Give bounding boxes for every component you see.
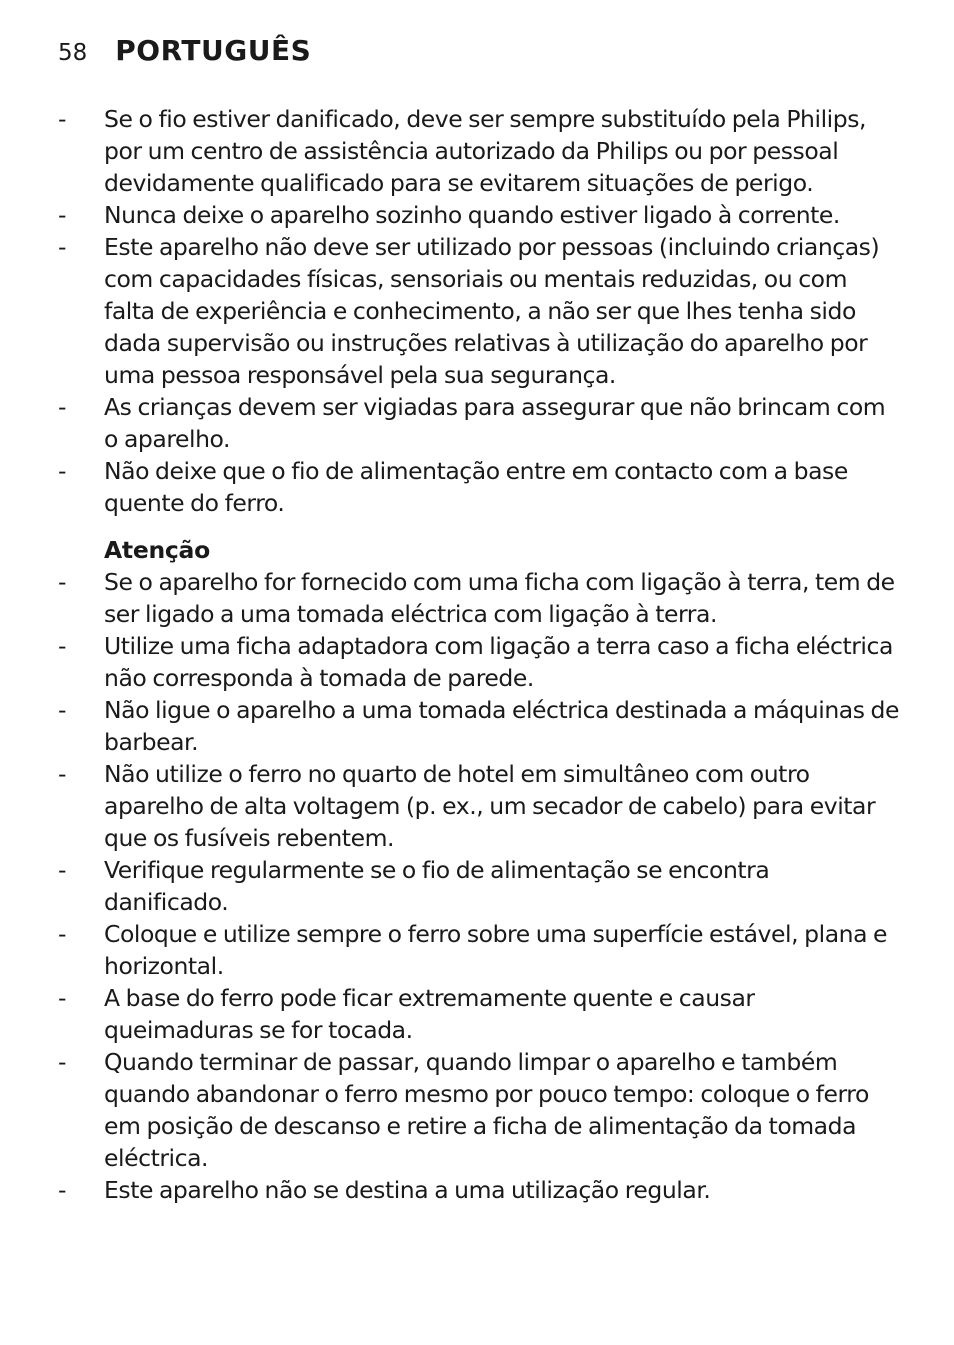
list-item: [0, 566, 954, 630]
list-item: [0, 199, 954, 231]
list-item: [0, 982, 954, 1046]
bullet-dash: -: [58, 984, 67, 1012]
list-item: [0, 630, 954, 694]
list-item: [0, 758, 954, 854]
list-item-text: Coloque e utilize sempre o ferro sobre uma superfície estável, plana e horizontal.: [104, 920, 888, 980]
list-item: [0, 854, 954, 918]
bullet-dash: -: [58, 696, 67, 724]
bullet-dash: -: [58, 457, 67, 485]
page-content: [0, 103, 954, 1206]
list-item-text: Quando terminar de passar, quando limpar o aparelho e também quando abandonar o ferro mesmo por pouco tempo: coloque o ferro em posição de descanso e retire a ficha de alimentação da tomada eléctrica.: [104, 1048, 869, 1172]
list-item-text: Verifique regularmente se o fio de alimentação se encontra danificado.: [104, 856, 770, 916]
bullet-dash: -: [58, 1176, 67, 1204]
bullet-dash: -: [58, 1048, 67, 1076]
warnings-list: [0, 103, 954, 519]
list-item: [0, 455, 954, 519]
caution-list: [0, 566, 954, 1206]
bullet-dash: -: [58, 393, 67, 421]
bullet-dash: -: [58, 568, 67, 596]
list-item: [0, 103, 954, 199]
bullet-dash: -: [58, 920, 67, 948]
list-item: [0, 694, 954, 758]
list-item: [0, 391, 954, 455]
list-item-text: Não utilize o ferro no quarto de hotel em simultâneo com outro aparelho de alta voltagem (p. ex., um secador de cabelo) para evitar que os fusíveis rebentem.: [104, 760, 876, 852]
list-item-text: Utilize uma ficha adaptadora com ligação a terra caso a ficha eléctrica não corresponda à tomada de parede.: [104, 632, 893, 692]
list-item-text: Não ligue o aparelho a uma tomada eléctrica destinada a máquinas de barbear.: [104, 696, 900, 756]
bullet-dash: -: [58, 760, 67, 788]
bullet-dash: -: [58, 632, 67, 660]
list-item-text: As crianças devem ser vigiadas para assegurar que não brincam com o aparelho.: [104, 393, 886, 453]
bullet-dash: -: [58, 856, 67, 884]
bullet-dash: -: [58, 233, 67, 261]
list-item-text: Nunca deixe o aparelho sozinho quando estiver ligado à corrente.: [104, 201, 840, 229]
list-item-text: Este aparelho não deve ser utilizado por pessoas (incluindo crianças) com capacidades físicas, sensoriais ou mentais reduzidas, ou com falta de experiência e conhecimento, a não ser que lhes tenha sido dada supervisão ou instruções relativas à utilização do aparelho por uma pessoa responsável pela sua segurança.: [104, 233, 880, 389]
page-header: [58, 34, 311, 67]
page-number: 58: [58, 40, 88, 66]
list-item-text: Este aparelho não se destina a uma utilização regular.: [104, 1176, 711, 1204]
list-item: [0, 1046, 954, 1174]
attention-heading: Atenção: [104, 536, 210, 564]
list-item-text: Não deixe que o fio de alimentação entre em contacto com a base quente do ferro.: [104, 457, 848, 517]
list-item-text: Se o fio estiver danificado, deve ser sempre substituído pela Philips, por um centro de assistência autorizado da Philips ou por pessoal devidamente qualificado para se evitarem situações de perigo.: [104, 105, 867, 197]
list-item-text: Se o aparelho for fornecido com uma ficha com ligação à terra, tem de ser ligado a uma tomada eléctrica com ligação à terra.: [104, 568, 895, 628]
section-title: PORTUGUÊS: [115, 34, 312, 67]
bullet-dash: -: [58, 201, 67, 229]
bullet-dash: -: [58, 105, 67, 133]
list-item: [0, 1174, 954, 1206]
list-item: [0, 231, 954, 391]
list-item: [0, 918, 954, 982]
list-item-text: A base do ferro pode ficar extremamente quente e causar queimaduras se for tocada.: [104, 984, 755, 1044]
